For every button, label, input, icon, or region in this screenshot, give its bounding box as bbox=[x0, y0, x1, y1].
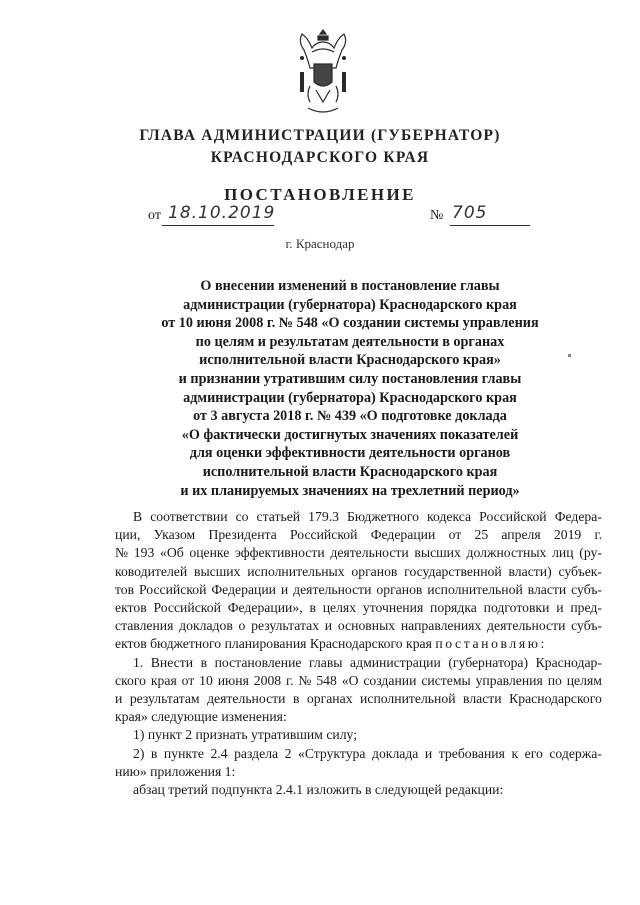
body-word: государственной bbox=[404, 563, 502, 579]
body-word: органах bbox=[306, 691, 353, 707]
body-word: органов bbox=[376, 581, 423, 597]
body-line bbox=[115, 563, 602, 581]
body-line bbox=[115, 617, 602, 635]
body-word: требования bbox=[438, 745, 505, 761]
body-word: доклада bbox=[371, 745, 419, 761]
body-word: г. bbox=[594, 527, 602, 543]
body-word: 25 bbox=[474, 527, 489, 543]
body-line bbox=[115, 599, 602, 617]
body-word: к bbox=[511, 745, 519, 761]
title-line: от 3 августа 2018 г. № 439 «О подготовке доклада bbox=[193, 408, 507, 425]
body-word: тов bbox=[115, 581, 135, 597]
body-word: управления bbox=[475, 672, 543, 688]
document-body bbox=[115, 508, 602, 799]
date-underline bbox=[162, 225, 274, 226]
body-word: порядка bbox=[430, 600, 477, 616]
title-line: исполнительной власти Краснодарского края bbox=[202, 463, 498, 480]
body-word: Российской bbox=[153, 600, 221, 616]
body-word: Федерации bbox=[370, 527, 436, 543]
body-word: Краснодар- bbox=[535, 654, 602, 670]
body-word: и bbox=[324, 618, 333, 634]
body-word: и bbox=[424, 745, 433, 761]
body-word: субъ- bbox=[571, 581, 602, 597]
body-word: администрации bbox=[350, 654, 441, 670]
body-word: 2008 bbox=[253, 672, 282, 688]
body-line bbox=[115, 690, 602, 708]
body-word: 2.4 bbox=[210, 745, 228, 761]
body-word: раздела bbox=[234, 745, 279, 761]
body-word: результатах bbox=[251, 618, 320, 634]
body-word: 548 bbox=[316, 672, 337, 688]
scan-speck bbox=[568, 354, 571, 357]
body-word: 179.3 bbox=[308, 509, 339, 524]
body-word: 2) bbox=[133, 745, 145, 761]
body-text: ектов бюджетного планирования Краснодарского края bbox=[115, 636, 432, 652]
body-word: его bbox=[524, 745, 543, 761]
body-word: по bbox=[547, 672, 562, 688]
title-line: «О фактически достигнутых значениях показателей bbox=[181, 426, 519, 443]
city-name: г. Краснодар bbox=[285, 236, 355, 251]
body-word: В bbox=[133, 509, 143, 524]
title-line: администрации (губернатора) Краснодарского края bbox=[183, 296, 517, 313]
title-line: администрации (губернатора) Краснодарского края bbox=[183, 389, 517, 406]
document-number: 705 bbox=[452, 203, 488, 223]
body-word: 2019 bbox=[553, 527, 582, 543]
body-line bbox=[115, 672, 602, 690]
body-word: Указом bbox=[153, 527, 196, 543]
body-word: апреля bbox=[501, 527, 541, 543]
body-word: власти) bbox=[508, 563, 552, 579]
body-word: статьей bbox=[256, 509, 301, 524]
document-title bbox=[140, 277, 560, 500]
body-word: создании bbox=[363, 672, 417, 688]
body-word: ставления bbox=[115, 618, 174, 634]
body-word: системы bbox=[421, 672, 471, 688]
body-word: ского bbox=[115, 672, 146, 688]
body-word: Бюджетного bbox=[347, 509, 419, 524]
number-underline bbox=[450, 225, 530, 226]
body-line bbox=[115, 581, 602, 599]
body-word: высших bbox=[193, 563, 241, 579]
number-prefix: № bbox=[430, 208, 444, 223]
body-word: содержа- bbox=[549, 745, 602, 761]
body-word: и bbox=[556, 600, 564, 616]
body-word: № bbox=[115, 545, 129, 561]
body-word: органов bbox=[351, 563, 398, 579]
body-word: «Структура bbox=[297, 745, 366, 761]
body-word: 10 bbox=[199, 672, 213, 688]
body-word: исполнительных bbox=[247, 563, 345, 579]
body-word: Российской bbox=[289, 527, 358, 543]
title-line: по целям и результатам деятельности в органах bbox=[195, 333, 505, 350]
body-word: уточнения bbox=[362, 600, 424, 616]
body-word: в bbox=[292, 691, 300, 707]
body-word: деятельности bbox=[330, 545, 409, 561]
body-word: исполнительной bbox=[360, 691, 456, 707]
title-line: О внесении изменений в постановление главы bbox=[200, 278, 500, 294]
body-word: оценке bbox=[189, 545, 230, 561]
title-line: от 10 июня 2008 г. № 548 «О создании системы управления bbox=[161, 315, 539, 332]
body-word: результатам bbox=[129, 691, 200, 707]
body-word: Российской bbox=[139, 581, 207, 597]
body-word: целям bbox=[566, 672, 602, 688]
body-word: постановление bbox=[214, 654, 302, 670]
coat-of-arms-emblem bbox=[296, 28, 350, 118]
body-word: в bbox=[309, 600, 316, 616]
body-word: власти bbox=[463, 691, 502, 707]
body-word: «Об bbox=[159, 545, 184, 561]
body-word: пункте bbox=[163, 745, 204, 761]
body-line bbox=[115, 508, 602, 526]
body-word: главы bbox=[309, 654, 343, 670]
body-word: Краснодарского bbox=[509, 691, 602, 707]
body-word: должностных bbox=[466, 545, 547, 561]
body-line bbox=[115, 635, 602, 653]
body-word: со bbox=[235, 509, 249, 524]
body-word: субъек- bbox=[558, 563, 602, 579]
body-word: эффективности bbox=[235, 545, 325, 561]
body-line bbox=[115, 745, 602, 763]
body-word: «О bbox=[341, 672, 359, 688]
body-word: соответствии bbox=[150, 509, 228, 524]
body-line: 1) пункт 2 признать утратившим силу; bbox=[133, 727, 358, 743]
organization-name-line1: ГЛАВА АДМИНИСТРАЦИИ (ГУБЕРНАТОР) bbox=[139, 127, 501, 144]
date-prefix: от bbox=[148, 208, 161, 223]
body-word: Федерации bbox=[211, 581, 277, 597]
title-line: исполнительной власти Краснодарского края» bbox=[199, 352, 501, 369]
body-word: исполнительной bbox=[427, 581, 523, 597]
body-word: и bbox=[115, 691, 123, 707]
body-word: пред- bbox=[570, 600, 602, 616]
body-word: Президента bbox=[208, 527, 277, 543]
body-word: Федера- bbox=[554, 509, 602, 524]
body-word: основных bbox=[337, 618, 396, 634]
body-line bbox=[115, 526, 602, 544]
body-word: деятельности bbox=[207, 691, 286, 707]
body-word: о bbox=[238, 618, 246, 634]
body-word: (губернатора) bbox=[448, 654, 529, 670]
resolution-keyword: постановляю: bbox=[435, 636, 547, 652]
body-word: Внести bbox=[150, 654, 194, 670]
body-word: Российской bbox=[479, 509, 547, 524]
body-word: июня bbox=[217, 672, 249, 688]
title-line: для оценки эффективности деятельности органов bbox=[189, 445, 511, 462]
body-word: деятельности bbox=[293, 581, 372, 597]
document-date: 18.10.2019 bbox=[168, 203, 276, 223]
body-word: докладов bbox=[179, 618, 233, 634]
body-word: края bbox=[150, 672, 177, 688]
body-word: № bbox=[298, 672, 312, 688]
body-word: деятельности bbox=[487, 618, 566, 634]
body-word: в bbox=[150, 745, 158, 761]
body-word: подготовки bbox=[483, 600, 550, 616]
body-word: лиц bbox=[552, 545, 574, 561]
body-word: 2 bbox=[284, 745, 292, 761]
body-line: абзац третий подпункта 2.4.1 изложить в следующей редакции: bbox=[133, 782, 504, 798]
body-word: ектов bbox=[115, 600, 147, 616]
body-word: ководителей bbox=[115, 563, 188, 579]
body-word: г. bbox=[286, 672, 294, 688]
body-word: направлениях bbox=[400, 618, 482, 634]
body-line bbox=[115, 544, 602, 562]
body-line bbox=[115, 654, 602, 672]
title-line: и их планируемых значениях на трехлетний период» bbox=[180, 482, 520, 499]
body-word: ции, bbox=[115, 527, 141, 543]
organization-name-line2: КРАСНОДАРСКОГО КРАЯ bbox=[210, 149, 430, 166]
body-word: Федерации», bbox=[227, 600, 303, 616]
body-line: нию» приложения 1: bbox=[115, 763, 236, 779]
body-word: власти bbox=[527, 581, 567, 597]
body-word: 1. bbox=[133, 654, 144, 670]
body-word: кодекса bbox=[427, 509, 472, 524]
document-type: ПОСТАНОВЛЕНИЕ bbox=[224, 185, 416, 204]
body-word: субъ- bbox=[571, 618, 602, 634]
title-line: и признании утратившим силу постановления главы bbox=[178, 370, 522, 387]
body-word: (ру- bbox=[579, 545, 602, 561]
body-word: 193 bbox=[133, 545, 155, 561]
body-line: края» следующие изменения: bbox=[115, 709, 287, 725]
body-word: в bbox=[200, 654, 208, 670]
body-word: и bbox=[280, 581, 289, 597]
body-word: от bbox=[181, 672, 195, 688]
body-word: высших bbox=[414, 545, 461, 561]
body-word: целях bbox=[322, 600, 357, 616]
body-word: от bbox=[448, 527, 462, 543]
